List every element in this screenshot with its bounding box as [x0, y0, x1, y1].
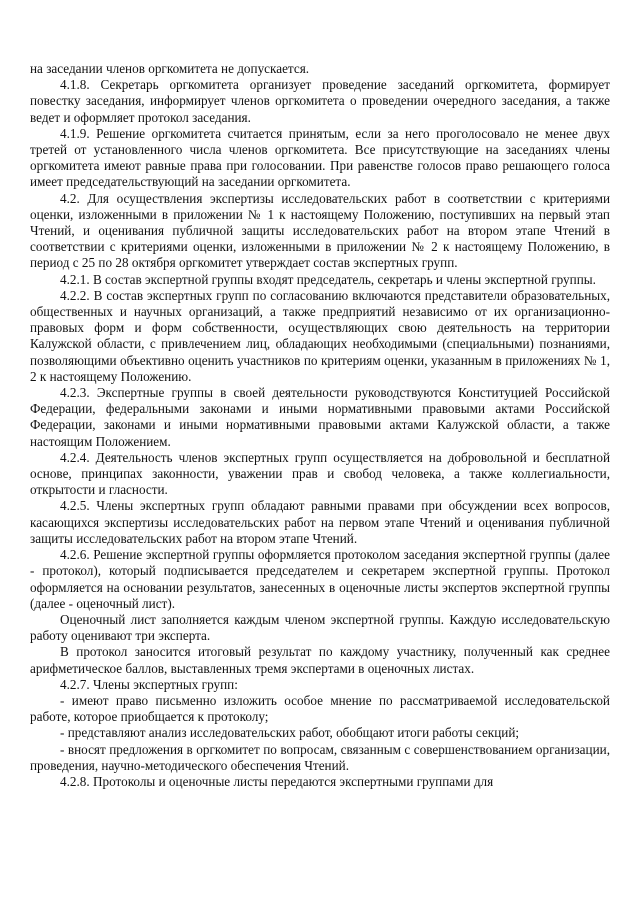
paragraph-4-2-1: 4.2.1. В состав экспертной группы входят председатель, секретарь и члены экспертной группы. — [60, 271, 596, 287]
paragraph-protocol-result: В протокол заносится итоговый результат по каждому участнику, полученный как среднее арифметическое баллов, выставленных тремя экспертами в оценочных листах. — [30, 644, 610, 676]
paragraph-4-2-7: 4.2.7. Члены экспертных групп: — [60, 676, 238, 692]
paragraph-4-2-5: 4.2.5. Члены экспертных групп обладают равными правами при обсуждении всех вопросов, касающихся экспертизы исследовательских работ на первом этапе Чтений и оценивания публичной защиты исследовательских работ на втором этапе Чтений. — [30, 498, 610, 546]
paragraph-4-1-8: 4.1.8. Секретарь оргкомитета организует проведение заседаний оргкомитета, формирует повестку заседания, информирует членов оргкомитета о проведении очередного заседания, а также ведет и оформляет протокол заседания. — [30, 77, 610, 125]
paragraph-continuation: на заседании членов оргкомитета не допускается. — [30, 61, 310, 76]
paragraph-4-2-2: 4.2.2. В состав экспертных групп по согласованию включаются представители образовательных, общественных и научных организаций, а также предприятий независимо от их организационно-правовых форм и форм собственности, осуществляющих свою деятельность на территории Калужской области, с привлечением лиц, обладающих необходимыми (специальными) познаниями, позволяющими объективно оценить участников по критериям оценки, указанным в приложениях № 1, 2 к настоящему Положению. — [30, 287, 610, 384]
paragraph-4-2-4: 4.2.4. Деятельность членов экспертных групп осуществляется на добровольной и бесплатной основе, принципах законности, уважении прав и свобод человека, а также коллегиальности, открытости и гласности. — [30, 449, 610, 498]
paragraph-4-1-9: 4.1.9. Решение оргкомитета считается принятым, если за него проголосовало не менее двух третей от установленного числа членов оргкомитета. Все присутствующие на заседаниях члены оргкомитета имеют равные права при голосовании. При равенстве голосов право решающего голоса имеет председательствующий на заседании оргкомитета. — [30, 125, 610, 190]
paragraph-evaluation-sheet: Оценочный лист заполняется каждым членом экспертной группы. Каждую исследовательскую работу оценивают три эксперта. — [30, 611, 610, 644]
list-item-proposals: - вносят предложения в оргкомитет по вопросам, связанным с совершенствованием организации, проведения, научно-методического обеспечения Чтений. — [30, 741, 610, 773]
list-item-analysis: - представляют анализ исследовательских работ, обобщают итоги работы секций; — [60, 725, 520, 741]
list-item-special-opinion: - имеют право письменно изложить особое мнение по рассматриваемой исследовательской работе, которое приобщается к протоколу; — [30, 692, 610, 725]
paragraph-4-2-3: 4.2.3. Экспертные группы в своей деятельности руководствуются Конституцией Российской Федерации, федеральными законами и иными нормативными правовыми актами Российской Федерации, законами и иными нормативными правовыми актами Калужской области, а также настоящим Положением. — [30, 385, 610, 449]
paragraph-4-2: 4.2. Для осуществления экспертизы исследовательских работ в соответствии с критериями оценки, изложенными в приложении № 1 к настоящему Положению, поступивших на первый этап Чтений, и оценивания публичной защиты исследовательских работ на втором этапе Чтений в соответствии с критериями оценки, изложенными в приложении № 2 к настоящему Положению, в период с 25 по 28 октября оргкомитет утверждает состав экспертных групп. — [30, 190, 610, 271]
paragraph-4-2-8: 4.2.8. Протоколы и оценочные листы передаются экспертными группами для — [60, 773, 494, 789]
paragraph-4-2-6: 4.2.6. Решение экспертной группы оформляется протоколом заседания экспертной группы (далее - протокол), который подписывается председателем и секретарем экспертной группы. Протокол оформляется на основании результатов, занесенных в оценочные листы экспертов экспертной группы (далее - оценочный лист). — [30, 547, 610, 611]
